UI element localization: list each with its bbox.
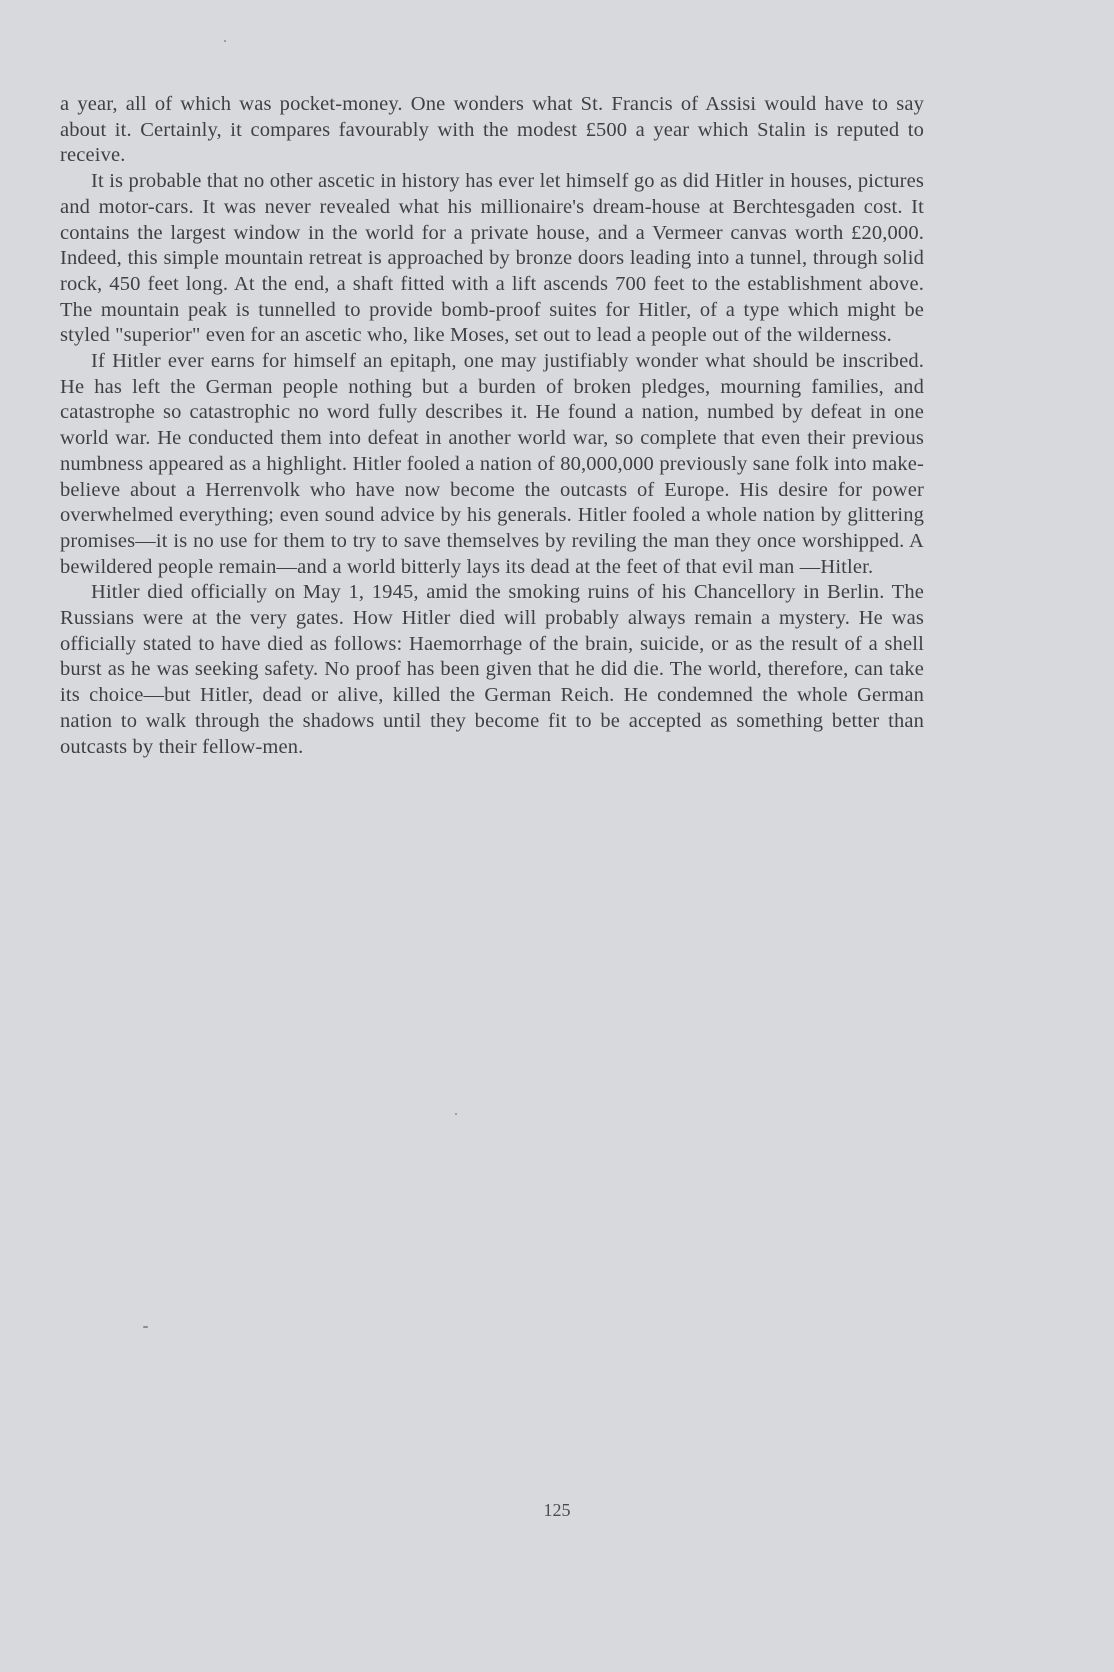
body-text [60,92,924,760]
scan-speck [455,1113,457,1115]
scan-speck [143,1326,148,1328]
page-number: 125 [543,1500,571,1520]
paragraph-continuation: a year, all of which was pocket-money. One wonders what St. Francis of Assisi would have to say about it. Certainly, it compares favourably with the modest £500 a year which Stalin is reputed to receive. [60,93,924,167]
paragraph-epitaph: If Hitler ever earns for himself an epitaph, one may justifiably wonder what should be inscribed. He has left the German people nothing but a burden of broken pledges, mourning families, and catastrophe so catastrophic no word fully describes it. He found a nation, numbed by defeat in one world war. He conducted them into defeat in another world war, so complete that even their previous numbness appeared as a highlight. Hitler fooled a nation of 80,000,000 previously sane folk into make-believe about a Herrenvolk who have now become the outcasts of Europe. His desire for power overwhelmed everything; even sound advice by his generals. Hitler fooled a whole nation by glittering promises—it is no use for them to try to save themselves by reviling the man they once worshipped. A bewildered people remain—and a world bitterly lays its dead at the feet of that evil man —Hitler. [60,350,924,578]
scan-speck [224,40,226,42]
paragraph-death: Hitler died officially on May 1, 1945, amid the smoking ruins of his Chancellory in Berlin. The Russians were at the very gates. How Hitler died will probably always remain a mystery. He was officially stated to have died as follows: Haemorrhage of the brain, suicide, or as the result of a shell burst as he was seeking safety. No proof has been given that he did die. The world, therefore, can take its choice—but Hitler, dead or alive, killed the German Reich. He condemned the whole German nation to walk through the shadows until they become fit to be accepted as something better than outcasts by their fellow-men. [60,581,924,758]
paragraph-berchtesgaden: It is probable that no other ascetic in history has ever let himself go as did Hitler in houses, pictures and motor-cars. It was never revealed what his millionaire's dream-house at Berchtesgaden cost. It contains the largest window in the world for a private house, and a Vermeer canvas worth £20,000. Indeed, this simple mountain retreat is approached by bronze doors leading into a tunnel, through solid rock, 450 feet long. At the end, a shaft fitted with a lift ascends 700 feet to the establishment above. The mountain peak is tunnelled to provide bomb-proof suites for Hitler, of a type which might be styled "superior" even for an ascetic who, like Moses, set out to lead a people out of the wilderness. [60,170,924,347]
